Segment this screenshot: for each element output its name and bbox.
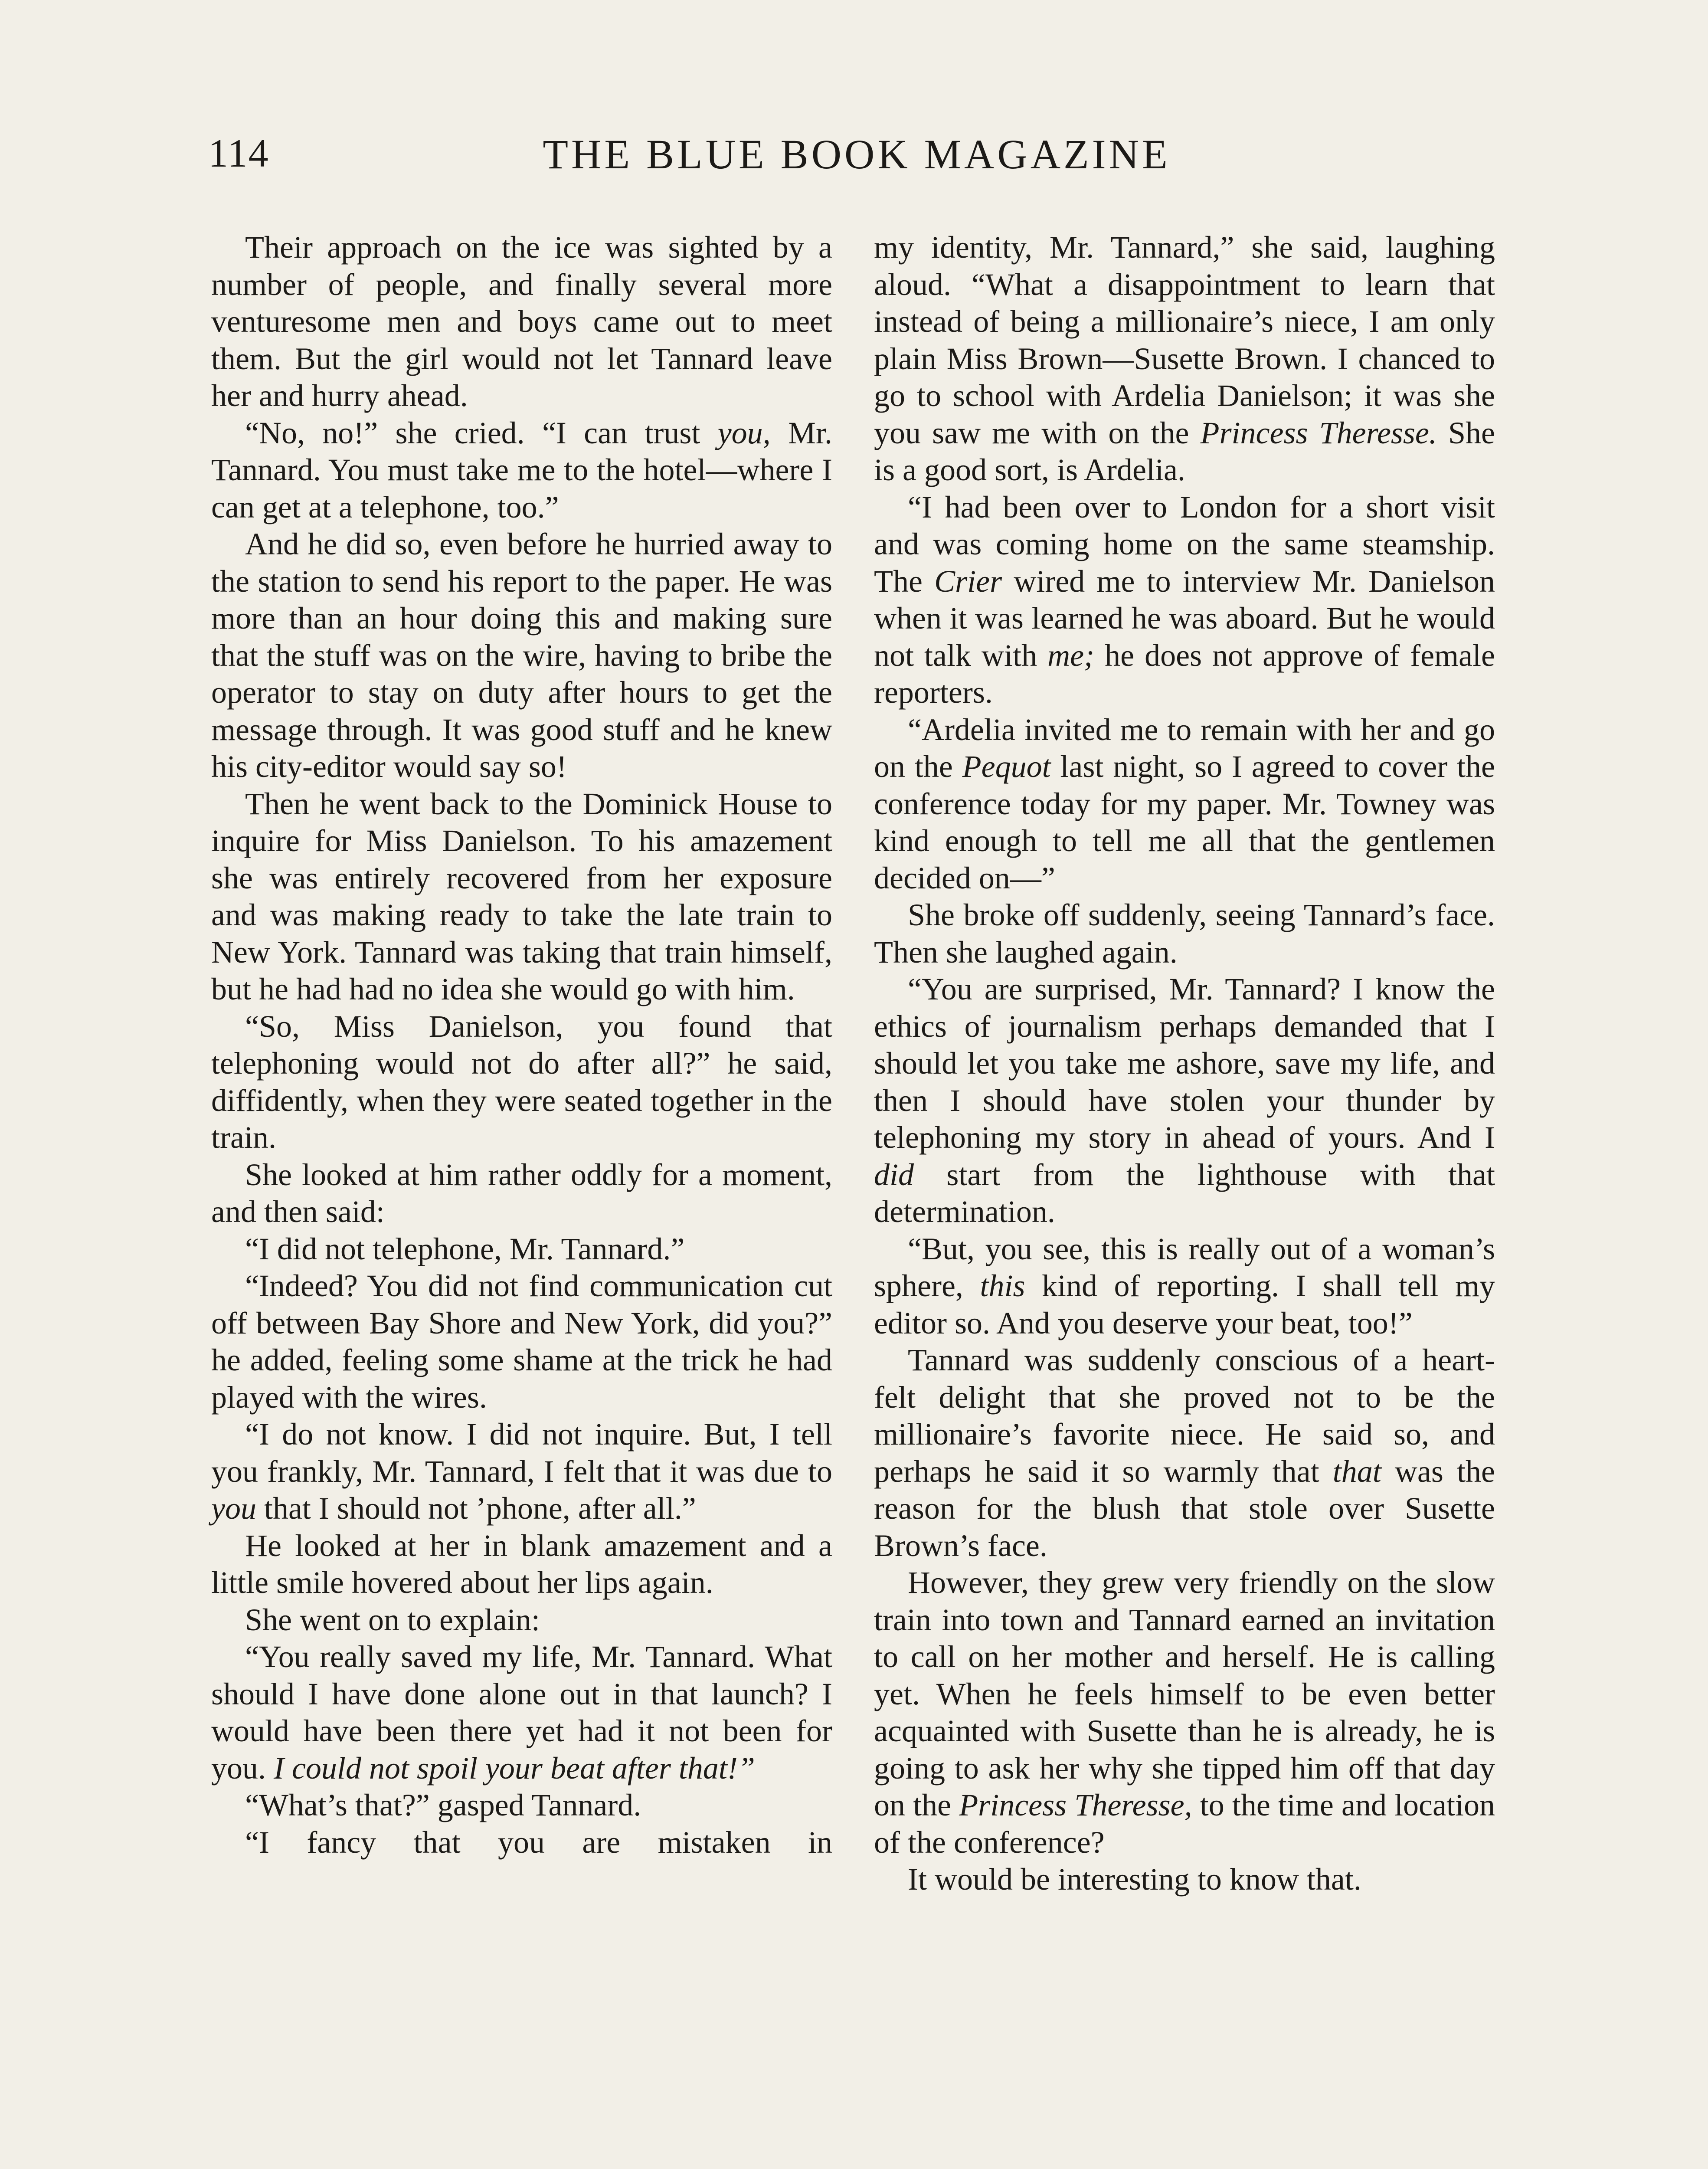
- paragraph: “Indeed? You did not find communication cut off between Bay Shore and New York, did you?” he added, feeling some shame at the trick he had played with the wires.: [211, 1268, 832, 1415]
- running-head: THE BLUE BOOK MAGAZINE: [543, 131, 1171, 177]
- paragraph: “No, no!” she cried. “I can trust you, Mr. Tannard. You must take me to the hotel—where I can get at a telephone, too.”: [211, 415, 832, 524]
- paragraph: Then he went back to the Dominick House to inquire for Miss Danielson. To his amazement she was entirely recovered from her exposure and was making ready to take the late train to New York. Tannard was taking that train himself, but he had had no idea she would go with him.: [211, 786, 832, 1006]
- paragraph: He looked at her in blank amazement and a little smile hovered about her lips again.: [211, 1528, 832, 1600]
- paragraph: It would be interesting to know that.: [908, 1862, 1361, 1897]
- paragraph: “But, you see, this is really out of a woman’s sphere, this kind of reporting. I shall tell my editor so. And you deserve your beat, too!”: [874, 1231, 1495, 1340]
- paragraph: Their approach on the ice was sighted by a number of people, and finally several more venturesome men and boys came out to meet them. But the girl would not let Tannard leave her and hurry ahead.: [211, 230, 832, 413]
- paragraph: However, they grew very friendly on the slow train into town and Tannard earned an invitation to call on her mother and herself. He is calling yet. When he feels himself to be even better acquainted with Susette than he is already, he is going to ask her why she tipped him off that day on the Princess Theresse, to the time and location of the conference?: [874, 1565, 1495, 1860]
- page-number: 114: [208, 131, 269, 175]
- paragraph: “Ardelia invited me to remain with her and go on the Pequot last night, so I agreed to cover the conference today for my paper. Mr. Towney was kind enough to tell me all that the gentlemen decided on—”: [874, 712, 1495, 895]
- paragraph: “I had been over to London for a short visit and was coming home on the same steamship. The Crier wired me to interview Mr. Danielson when it was learned he was aboard. But he would not talk with me; he does not approve of female reporters.: [874, 489, 1495, 710]
- paragraph: “What’s that?” gasped Tannard.: [245, 1788, 641, 1822]
- paragraph: And he did so, even before he hurried away to the station to send his report to the paper. He was more than an hour doing this and making sure that the stuff was on the wire, having to bribe the operator to stay on duty after hours to get the message through. It was good stuff and he knew his city-editor would say so!: [211, 527, 832, 784]
- left-column: [211, 229, 832, 1861]
- right-column: [874, 229, 1495, 1898]
- paragraph: “So, Miss Danielson, you found that telephoning would not do after all?” he said, diffidently, when they were seated together in the train.: [211, 1009, 832, 1155]
- paragraph: She broke off suddenly, seeing Tannard’s face. Then she laughed again.: [874, 898, 1495, 970]
- paragraph: “I did not telephone, Mr. Tannard.”: [245, 1231, 685, 1266]
- paragraph: “I fancy that you are mistaken in: [245, 1825, 832, 1860]
- paragraph: “I do not know. I did not inquire. But, I tell you frankly, Mr. Tannard, I felt that it was due to you that I should not ’phone, after all.”: [211, 1417, 832, 1526]
- paragraph: “You are surprised, Mr. Tannard? I know the ethics of journalism perhaps demanded that I should let you take me ashore, save my life, and then I should have stolen your thunder by telephoning my story in ahead of yours. And I did start from the lighthouse with that determination.: [874, 972, 1495, 1229]
- paragraph: Tannard was suddenly conscious of a heart-felt delight that she proved not to be the millionaire’s favorite niece. He said so, and perhaps he said it so warmly that that was the reason for the blush that stole over Susette Brown’s face.: [874, 1343, 1495, 1563]
- page-header: [208, 130, 1505, 191]
- paragraph: my identity, Mr. Tannard,” she said, laughing aloud. “What a disappointment to learn that instead of being a millionaire’s niece, I am only plain Miss Brown—Susette Brown. I chanced to go to school with Ardelia Danielson; it was she you saw me with on the Princess Theresse. She is a good sort, is Ardelia.: [874, 230, 1495, 487]
- paragraph: “You really saved my life, Mr. Tannard. What should I have done alone out in that launch? I would have been there yet had it not been for you. I could not spoil your beat after that!”: [211, 1639, 832, 1786]
- paragraph: She went on to explain:: [245, 1602, 540, 1637]
- paragraph: She looked at him rather oddly for a moment, and then said:: [211, 1157, 832, 1229]
